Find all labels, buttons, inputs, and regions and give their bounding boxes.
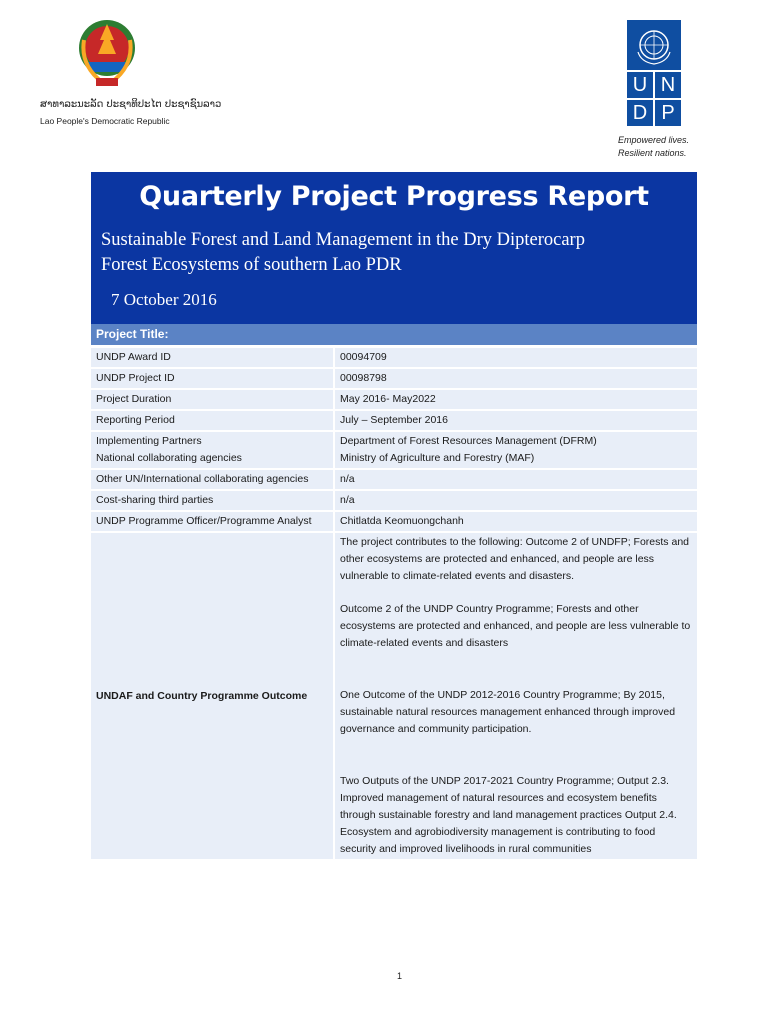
row-label: UNDP Project ID bbox=[91, 369, 335, 388]
lao-country-name-lao: ສາທາລະນະລັດ ປະຊາທິປະໄຕ ປະຊາຊົນລາວ bbox=[40, 99, 222, 110]
table-row bbox=[91, 432, 697, 468]
row-label: Reporting Period bbox=[91, 411, 335, 430]
outcome-paragraph: Outcome 2 of the UNDP Country Programme; Forests and other ecosystems are protected and enhanced, and people are less vulnerable to climate-related events and disasters bbox=[340, 603, 691, 649]
row-value bbox=[335, 432, 697, 468]
tagline-line-1: Empowered lives. bbox=[618, 135, 690, 145]
outcome-paragraph: The project contributes to the following: Outcome 2 of UNDFP; Forests and other ecosystems are protected and enhanced, and people are less vulnerable to climate-related events and disasters. bbox=[340, 536, 689, 582]
row-label: UNDP Award ID bbox=[91, 348, 335, 367]
lao-country-name-english: Lao People's Democratic Republic bbox=[40, 116, 170, 126]
report-date: 7 October 2016 bbox=[111, 290, 217, 309]
row-label bbox=[91, 432, 335, 468]
report-title: Quarterly Project Progress Report bbox=[139, 181, 649, 212]
undp-logo bbox=[627, 20, 681, 128]
subtitle-line-2: Forest Ecosystems of southern Lao PDR bbox=[101, 255, 402, 275]
table-row bbox=[91, 369, 697, 388]
row-label: Other UN/International collaborating agencies bbox=[91, 470, 335, 489]
undp-letter-u: U bbox=[627, 72, 653, 98]
outcome-value bbox=[335, 533, 697, 859]
table-row bbox=[91, 470, 697, 489]
tagline-line-2: Resilient nations. bbox=[618, 148, 687, 158]
project-title-label: Project Title: bbox=[96, 327, 169, 341]
row-value: 00098798 bbox=[335, 369, 697, 388]
table-row bbox=[91, 390, 697, 409]
table-row bbox=[91, 411, 697, 430]
collaborating-agencies-label: National collaborating agencies bbox=[96, 452, 242, 464]
table-row bbox=[91, 348, 697, 367]
row-label: Project Duration bbox=[91, 390, 335, 409]
outcome-label: UNDAF and Country Programme Outcome bbox=[91, 533, 335, 859]
table-row bbox=[91, 491, 697, 510]
implementing-partners-value: Department of Forest Resources Management (DFRM) bbox=[340, 435, 597, 447]
row-value: May 2016- May2022 bbox=[335, 390, 697, 409]
subtitle-line-1: Sustainable Forest and Land Management in the Dry Dipterocarp bbox=[101, 230, 585, 250]
project-info-table bbox=[91, 346, 697, 861]
undp-letter-d: D bbox=[627, 100, 653, 126]
lao-national-emblem bbox=[76, 10, 138, 94]
outcome-paragraph: Two Outputs of the UNDP 2017-2021 Country Programme; Output 2.3. Improved management of natural resources and ecosystem benefits through sustainable forestry and land management practices Output 2.4. Ecosystem and agrobiodiversity management is contributing to food security and improved livelihoods in rural communities bbox=[340, 775, 677, 855]
project-title-bar bbox=[91, 324, 697, 345]
implementing-partners-label: Implementing Partners bbox=[96, 435, 202, 447]
report-subtitle bbox=[101, 228, 691, 278]
row-value: n/a bbox=[335, 470, 697, 489]
collaborating-agencies-value: Ministry of Agriculture and Forestry (MAF) bbox=[340, 452, 535, 464]
row-value: 00094709 bbox=[335, 348, 697, 367]
table-row bbox=[91, 512, 697, 531]
row-label: Cost-sharing third parties bbox=[91, 491, 335, 510]
table-row bbox=[91, 533, 697, 859]
row-value: Chitlatda Keomuongchanh bbox=[335, 512, 697, 531]
outcome-paragraph: One Outcome of the UNDP 2012-2016 Country Programme; By 2015, sustainable natural resources management enhanced through improved governance and community participation. bbox=[340, 689, 676, 735]
row-value: n/a bbox=[335, 491, 697, 510]
un-emblem-icon bbox=[627, 20, 681, 70]
page-number: 1 bbox=[397, 971, 403, 981]
undp-tagline bbox=[618, 134, 689, 160]
undp-letter-p: P bbox=[655, 100, 681, 126]
row-value: July – September 2016 bbox=[335, 411, 697, 430]
report-title-block bbox=[91, 172, 697, 324]
row-label: UNDP Programme Officer/Programme Analyst bbox=[91, 512, 335, 531]
undp-letter-n: N bbox=[655, 72, 681, 98]
